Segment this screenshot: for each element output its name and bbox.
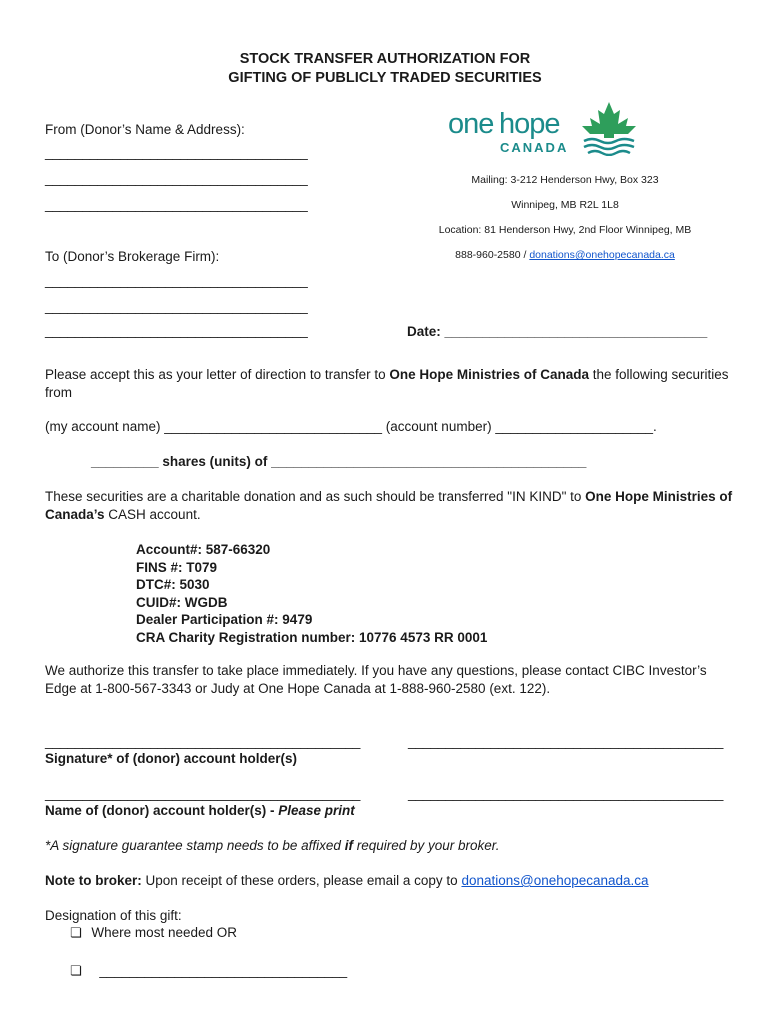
account-name-input-line[interactable]: _____________________________ [164,419,383,434]
my-account-label: (my account name) [45,419,165,434]
cuid-detail: CUID#: WGDB [136,594,228,610]
account-line [45,419,657,434]
logo-word-canada: CANADA [500,140,569,155]
date-field [407,324,707,339]
intro-org-name: One Hope Ministries of Canada [389,367,589,382]
account-number-detail: Account#: 587-66320 [136,542,271,557]
broker-note [45,873,649,888]
name-label-please-print: Please print [278,803,355,818]
name-label-text: Name of (donor) account holder(s) - [45,803,279,818]
from-line-3[interactable]: ___________________________________ [45,197,308,212]
intro-paragraph [45,366,735,402]
guarantee-note-text: *A signature guarantee stamp needs to be affixed [45,838,345,853]
fins-detail: FINS #: T079 [136,559,218,575]
signature-second-input-line[interactable]: __________________________________________ [408,734,724,749]
logo-word-one: one [448,108,494,140]
to-label: To (Donor’s Brokerage Firm): [45,249,220,264]
in-kind-text: These securities are a charitable donation and as such should be transferred "IN KIND" to [45,489,586,504]
shares-count-input-line[interactable]: _________ [91,454,159,469]
in-kind-paragraph [45,488,735,524]
account-number-input-line[interactable]: _____________________. [495,419,657,434]
phone-number: 888-960-2580 / [455,249,530,261]
cra-registration-detail: CRA Charity Registration number: 10776 4573 RR 0001 [136,630,488,645]
name-second-input-line[interactable]: __________________________________________ [408,786,724,801]
security-name-input-line[interactable]: __________________________________________ [271,454,587,469]
brokerage-line-2[interactable]: ___________________________________ [45,299,308,314]
designation-other-input-line[interactable]: _________________________________ [99,963,348,978]
shares-line [91,454,586,469]
date-label: Date: [407,324,441,339]
shares-label: shares (units) of [158,454,272,469]
date-input-line[interactable]: ___________________________________ [444,324,708,339]
authorize-paragraph: We authorize this transfer to take place immediately. If you have any questions, please contact CIBC Investor’s Edge at 1-800-567-3343 or Judy at One Hope Canada at 1-888-960-2580 (ext. 122). [45,663,707,696]
signature-guarantee-note [45,838,500,853]
mailing-address: Mailing: 3-212 Henderson Hwy, Box 323 [471,174,659,186]
signature-label: Signature* of (donor) account holder(s) [45,751,297,766]
phone-email [410,249,720,261]
document-title-line1: STOCK TRANSFER AUTHORIZATION FOR [239,51,531,67]
name-input-line[interactable]: __________________________________________ [45,786,361,801]
maple-leaf-icon [578,100,640,156]
where-needed-label: Where most needed OR [91,925,237,940]
from-label: From (Donor’s Name & Address): [45,122,245,137]
name-label [45,803,355,818]
logo-word-hope: hope [499,108,560,140]
in-kind-text-end: CASH account. [104,507,201,522]
from-line-1[interactable]: ___________________________________ [45,145,308,160]
checkbox-icon[interactable]: ❏ [70,925,82,940]
intro-text: Please accept this as your letter of direction to transfer to [45,367,390,382]
checkbox-icon[interactable]: ❏ [70,963,82,978]
mailing-city: Winnipeg, MB R2L 1L8 [511,199,619,211]
document-title-line2: GIFTING OF PUBLICLY TRADED SECURITIES [228,70,542,86]
guarantee-note-text-end: required by your broker. [352,838,500,853]
email-link[interactable]: donations@onehopecanada.ca [529,249,675,261]
dtc-detail: DTC#: 5030 [136,577,210,593]
intro-text-end: the following securities from [45,367,729,400]
designation-option-other[interactable] [70,963,347,979]
brokerage-line-3[interactable]: ___________________________________ [45,323,308,338]
designation-option-where-needed[interactable] [70,925,237,941]
guarantee-note-if: if [344,838,353,853]
designation-label: Designation of this gift: [45,908,182,923]
brokerage-line-1[interactable]: ___________________________________ [45,273,308,288]
broker-note-label: Note to broker: [45,873,142,888]
broker-note-email-link[interactable]: donations@onehopecanada.ca [461,873,649,888]
from-line-2[interactable]: ___________________________________ [45,171,308,186]
broker-note-text: Upon receipt of these orders, please email a copy to [141,873,462,888]
account-number-label: (account number) [382,419,496,434]
signature-input-line[interactable]: __________________________________________ [45,734,361,749]
one-hope-canada-logo [448,100,643,158]
in-kind-org-name: One Hope Ministries of Canada’s [45,489,733,522]
location-address: Location: 81 Henderson Hwy, 2nd Floor Winnipeg, MB [438,224,692,236]
dealer-participation-detail: Dealer Participation #: 9479 [136,612,313,628]
